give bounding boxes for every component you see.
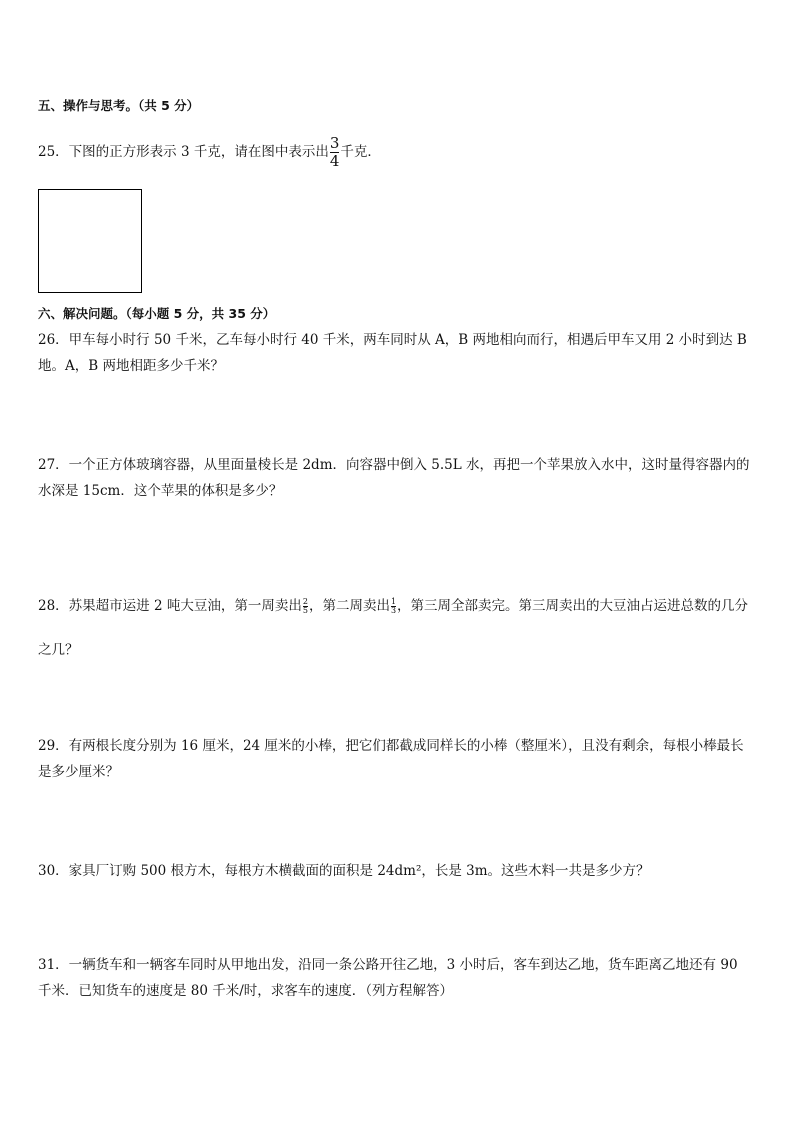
fraction-denominator: 5 <box>302 606 308 615</box>
question-30-line-1: 30．家具厂订购 500 根方木，每根方木横截面的面积是 24dm²，长是 3m。这些木料一共是多少方？ <box>38 863 650 879</box>
answer-square-box[interactable] <box>38 189 142 293</box>
fraction-one-third <box>391 598 396 615</box>
fraction-numerator: 2 <box>302 597 308 606</box>
question-28-part-3: ，第三周全部卖完。第三周卖出的大豆油占运进总数的几分 <box>397 598 749 614</box>
question-25-prefix: 25．下图的正方形表示 3 千克，请在图中表示出 <box>38 144 329 160</box>
question-28-line-1 <box>38 593 758 619</box>
fraction-numerator: 3 <box>329 134 340 152</box>
question-29-line-1: 29．有两根长度分别为 16 厘米，24 厘米的小棒，把它们都截成同样长的小棒（整厘米），且没有剩余，每根小棒最长 <box>38 738 744 754</box>
fraction-two-fifths <box>303 598 308 615</box>
question-27 <box>38 452 758 504</box>
fraction-denominator: 4 <box>329 152 340 170</box>
question-29-line-2: 是多少厘米？ <box>38 764 119 780</box>
question-26 <box>38 327 758 379</box>
question-28-part-1: 28．苏果超市运进 2 吨大豆油，第一周卖出 <box>38 598 302 614</box>
question-28 <box>38 593 758 663</box>
question-29 <box>38 733 758 785</box>
question-26-line-2: 地。A，B 两地相距多少千米？ <box>38 358 224 374</box>
question-25-text <box>38 134 381 170</box>
question-31 <box>38 952 758 1004</box>
section-6-heading: 六、解决问题。（每小题 5 分，共 35 分） <box>38 306 276 321</box>
question-27-line-1: 27．一个正方体玻璃容器，从里面量棱长是 2dm．向容器中倒入 5.5L 水，再把一个苹果放入水中，这时量得容器内的 <box>38 457 750 473</box>
question-26-line-1: 26．甲车每小时行 50 千米，乙车每小时行 40 千米，两车同时从 A，B 两地相向而行，相遇后甲车又用 2 小时到达 B <box>38 332 747 348</box>
fraction-three-quarters <box>330 136 340 169</box>
question-28-part-2: ，第二周卖出 <box>308 598 390 614</box>
question-25-suffix: 千克． <box>340 144 381 160</box>
fraction-denominator: 3 <box>390 606 397 615</box>
fraction-numerator: 1 <box>390 597 397 606</box>
section-5-heading: 五、操作与思考。（共 5 分） <box>38 98 200 113</box>
question-30 <box>38 858 758 884</box>
question-31-line-1: 31．一辆货车和一辆客车同时从甲地出发，沿同一条公路开往乙地，3 小时后，客车到达乙地，货车距离乙地还有 90 <box>38 957 738 973</box>
question-28-line-2: 之几？ <box>38 642 79 658</box>
question-27-line-2: 水深是 15cm．这个苹果的体积是多少？ <box>38 483 283 499</box>
question-25 <box>38 136 758 169</box>
question-31-line-2: 千米．已知货车的速度是 80 千米/时，求客车的速度．（列方程解答） <box>38 983 454 999</box>
